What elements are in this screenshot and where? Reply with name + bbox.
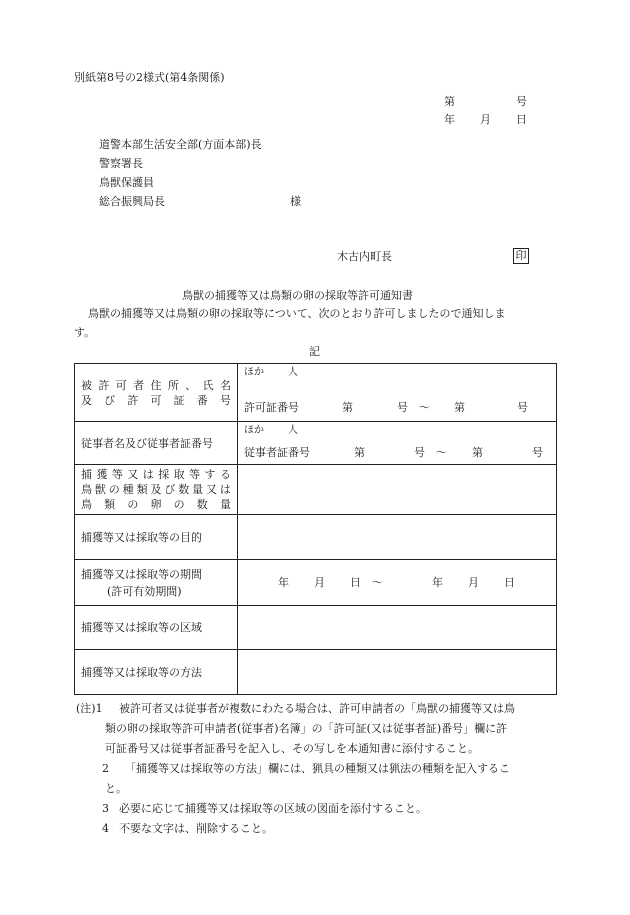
label-period: [75, 560, 238, 606]
permit-dai-1: 第: [342, 401, 353, 414]
label-period-line1: 捕獲等又は採取等の期間: [81, 567, 202, 581]
note-1-line3: 可証番号又は従事者証番号を記入し、その写しを本通知書に添付すること。: [105, 742, 479, 755]
note-1-line2: 類の卵の採取等許可申請者(従事者)名簿」の「許可証(又は従事者証)番号」欄に許: [105, 722, 508, 735]
label-method: 捕獲等又は採取等の方法: [75, 650, 238, 695]
label-purpose: 捕獲等又は採取等の目的: [75, 515, 238, 560]
worker-go-2: 号: [532, 446, 543, 459]
permit-range-symbol: 〜: [419, 401, 430, 414]
period-end-month: 月: [468, 576, 479, 589]
note-4-number: 4: [102, 822, 109, 835]
label-area: 捕獲等又は採取等の区域: [75, 606, 238, 650]
form-identifier: 別紙第8号の2様式(第4条関係): [74, 71, 225, 84]
seal-mark: 印: [513, 248, 529, 264]
period-start-year: 年: [278, 576, 289, 589]
permit-details-table: [74, 363, 557, 695]
table-row-workers: [75, 422, 557, 465]
recipient-regional-director: 総合振興局長: [99, 195, 165, 208]
label-species-line2: 鳥 獣 の 種 類 及 び 数 量 又 は: [81, 483, 231, 496]
ki-heading: 記: [309, 345, 320, 358]
table-row-period: [75, 560, 557, 606]
worker-dai-2: 第: [472, 446, 483, 459]
label-permittee-line2: 及 び 許 可 証 番 号: [81, 393, 231, 407]
period-start-day: 日: [350, 576, 361, 589]
label-period-line2: (許可有効期間): [107, 584, 182, 598]
body-text-line1: 鳥獣の捕獲等又は鳥類の卵の採取等について、次のとおり許可しましたので通知しま: [88, 307, 506, 320]
worker-range-symbol: 〜: [436, 446, 447, 459]
note-2-line2: と。: [105, 782, 127, 795]
period-end-day: 日: [504, 576, 515, 589]
table-row-purpose: [75, 515, 557, 560]
table-row-permittee: [75, 364, 557, 422]
recipient-police-hq: 道警本部生活安全部(方面本部)長: [99, 138, 262, 151]
permit-go-2: 号: [517, 401, 528, 414]
date-month: 月: [480, 113, 491, 126]
nin-text: 人: [288, 425, 298, 436]
sender-mayor: 木古内町長: [337, 250, 392, 263]
label-permittee: [75, 364, 238, 422]
table-row-method: [75, 650, 557, 695]
worker-number-label: 従事者証番号: [244, 446, 310, 459]
value-purpose[interactable]: [238, 515, 557, 560]
value-period[interactable]: [238, 560, 557, 606]
label-species-line3: 鳥 類 の 卵 の 数 量: [81, 498, 231, 511]
label-species-line1: 捕 獲 等 又 は 採 取 等 す る: [81, 468, 231, 481]
period-end-year: 年: [432, 576, 443, 589]
note-2-line1: 「捕獲等又は採取等の方法」欄には、猟具の種類又は猟法の種類を記入するこ: [125, 762, 510, 775]
label-species: [75, 465, 238, 515]
honorific-sama: 様: [290, 195, 301, 208]
body-text-line2: す。: [74, 326, 96, 339]
nin-text: 人: [288, 367, 298, 378]
label-permittee-line1: 被 許 可 者 住 所 、 氏 名: [81, 378, 231, 392]
recipient-wildlife-warden: 鳥獣保護員: [99, 176, 154, 189]
document-title: 鳥獣の捕獲等又は鳥類の卵の採取等許可通知書: [182, 289, 413, 302]
note-3-number: 3: [102, 802, 109, 815]
value-permittee[interactable]: [238, 364, 557, 422]
number-dai: 第: [444, 95, 455, 108]
date-day: 日: [516, 113, 527, 126]
period-range-symbol: 〜: [372, 576, 383, 589]
hoka-text: ほか: [244, 425, 264, 436]
date-year: 年: [444, 113, 455, 126]
recipient-police-station: 警察署長: [99, 157, 143, 170]
period-start-month: 月: [314, 576, 325, 589]
note-3-line1: 必要に応じて捕獲等又は採取等の区域の図面を添付すること。: [119, 802, 427, 815]
table-row-species: [75, 465, 557, 515]
value-method[interactable]: [238, 650, 557, 695]
hoka-text: ほか: [244, 367, 264, 378]
permit-number-label: 許可証番号: [244, 401, 299, 414]
note-prefix: (注)1: [76, 702, 103, 715]
permit-dai-2: 第: [454, 401, 465, 414]
number-go: 号: [516, 95, 527, 108]
value-workers[interactable]: [238, 422, 557, 465]
label-workers: 従事者名及び従事者証番号: [75, 422, 238, 465]
value-species[interactable]: [238, 465, 557, 515]
worker-go-1: 号: [414, 446, 425, 459]
worker-dai-1: 第: [354, 446, 365, 459]
permit-go-1: 号: [397, 401, 408, 414]
value-area[interactable]: [238, 606, 557, 650]
note-4-line1: 不要な文字は、削除すること。: [119, 822, 273, 835]
note-1-line1: 被許可者又は従事者が複数にわたる場合は、許可申請者の「鳥獣の捕獲等又は鳥: [119, 702, 515, 715]
note-2-number: 2: [102, 762, 109, 775]
table-row-area: [75, 606, 557, 650]
